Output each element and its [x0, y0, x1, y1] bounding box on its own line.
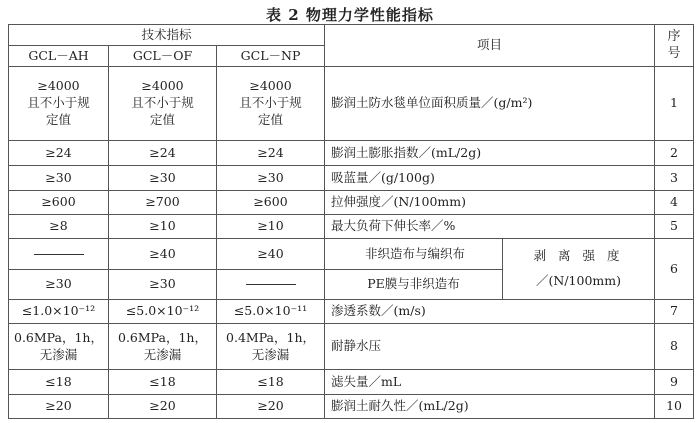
- table-row: [9, 239, 694, 270]
- cell-line: 定值: [149, 112, 175, 128]
- cell-np: ≥24: [217, 141, 325, 166]
- cell-no: 4: [655, 190, 694, 214]
- cell-of: ≥700: [109, 190, 217, 214]
- cell-of: [109, 67, 217, 141]
- cell-item: 最大负荷下伸长率／%: [325, 215, 655, 239]
- header-seq-text: 序号: [667, 28, 681, 61]
- cell-line: 剥 离 强 度: [533, 248, 624, 264]
- cell-line: 且不小于规: [239, 95, 302, 111]
- cell-of: ≥10: [109, 215, 217, 239]
- table-row: [9, 323, 694, 369]
- cell-np: ≥600: [217, 190, 325, 214]
- header-row-1: [9, 25, 694, 46]
- cell-no: 5: [655, 215, 694, 239]
- cell-np: ≥10: [217, 215, 325, 239]
- table-row: [9, 190, 694, 214]
- cell-of: ≥30: [109, 269, 217, 299]
- cell-of: ≥20: [109, 394, 217, 418]
- cell-item-peel: [503, 239, 655, 299]
- cell-item: 膨润土防水毯单位面积质量／(g/m²): [325, 67, 655, 141]
- cell-np: ≤5.0×10⁻¹¹: [217, 299, 325, 323]
- cell-line: ／(N/100mm): [536, 272, 621, 288]
- cell-line: 0.4MPa，1h，: [226, 329, 315, 345]
- table-row: [9, 67, 694, 141]
- cell-ah: ≥30: [9, 166, 109, 190]
- cell-item: 拉伸强度／(N/100mm): [325, 190, 655, 214]
- cell-ah: ≥30: [9, 269, 109, 299]
- cell-np: ≥20: [217, 394, 325, 418]
- cell-no: 6: [655, 239, 694, 299]
- table-row: [9, 215, 694, 239]
- table-title: 表 2 物理力学性能指标: [266, 6, 434, 24]
- cell-of: ≤5.0×10⁻¹²: [109, 299, 217, 323]
- cell-ah: [9, 67, 109, 141]
- cell-item: 耐静水压: [325, 323, 655, 369]
- cell-line: 无渗漏: [39, 346, 78, 362]
- cell-of: ≥40: [109, 239, 217, 270]
- cell-line: 定值: [45, 112, 71, 128]
- dash-mark: [246, 284, 296, 285]
- cell-np: ≤18: [217, 370, 325, 394]
- header-tech-indicator: 技术指标: [9, 25, 325, 46]
- cell-ah: ≥20: [9, 394, 109, 418]
- cell-ah: [9, 323, 109, 369]
- cell-item: 膨润土耐久性／(mL/2g): [325, 394, 655, 418]
- header-seq: [655, 25, 694, 67]
- cell-ah: ≥600: [9, 190, 109, 214]
- cell-line: 定值: [258, 112, 284, 128]
- cell-of: ≥30: [109, 166, 217, 190]
- header-item: 项目: [325, 25, 655, 67]
- cell-line: 且不小于规: [131, 95, 194, 111]
- cell-np: [217, 323, 325, 369]
- table-row: [9, 394, 694, 418]
- cell-item: 渗透系数／(m/s): [325, 299, 655, 323]
- cell-item: 滤失量／mL: [325, 370, 655, 394]
- cell-no: 10: [655, 394, 694, 418]
- cell-ah: ≥8: [9, 215, 109, 239]
- spec-table: [8, 24, 694, 419]
- cell-of: ≤18: [109, 370, 217, 394]
- cell-no: 9: [655, 370, 694, 394]
- cell-no: 2: [655, 141, 694, 166]
- cell-of: ≥24: [109, 141, 217, 166]
- cell-no: 8: [655, 323, 694, 369]
- cell-of: [109, 323, 217, 369]
- cell-subitem: PE膜与非织造布: [325, 269, 503, 299]
- table-row: [9, 370, 694, 394]
- cell-ah: ≤18: [9, 370, 109, 394]
- cell-item: 吸蓝量／(g/100g): [325, 166, 655, 190]
- table-row: [9, 141, 694, 166]
- cell-ah: ≤1.0×10⁻¹²: [9, 299, 109, 323]
- cell-np: ≥30: [217, 166, 325, 190]
- table-row: [9, 299, 694, 323]
- cell-line: 无渗漏: [143, 346, 182, 362]
- cell-line: 0.6MPa，1h，: [14, 329, 103, 345]
- cell-no: 7: [655, 299, 694, 323]
- cell-np: [217, 67, 325, 141]
- cell-no: 1: [655, 67, 694, 141]
- table-row: [9, 166, 694, 190]
- cell-line: ≥4000: [37, 78, 80, 94]
- cell-line: 无渗漏: [251, 346, 290, 362]
- dash-mark: [34, 254, 84, 255]
- header-col-np: GCL－NP: [217, 46, 325, 67]
- cell-line: 0.6MPa，1h，: [118, 329, 207, 345]
- cell-line: ≥4000: [249, 78, 292, 94]
- cell-np-dash: [217, 269, 325, 299]
- cell-subitem: 非织造布与编织布: [325, 239, 503, 270]
- cell-ah: ≥24: [9, 141, 109, 166]
- cell-np: ≥40: [217, 239, 325, 270]
- header-col-ah: GCL－AH: [9, 46, 109, 67]
- cell-line: 且不小于规: [27, 95, 90, 111]
- cell-ah-dash: [9, 239, 109, 270]
- header-col-of: GCL－OF: [109, 46, 217, 67]
- cell-item: 膨润土膨胀指数／(mL/2g): [325, 141, 655, 166]
- cell-line: ≥4000: [141, 78, 184, 94]
- cell-no: 3: [655, 166, 694, 190]
